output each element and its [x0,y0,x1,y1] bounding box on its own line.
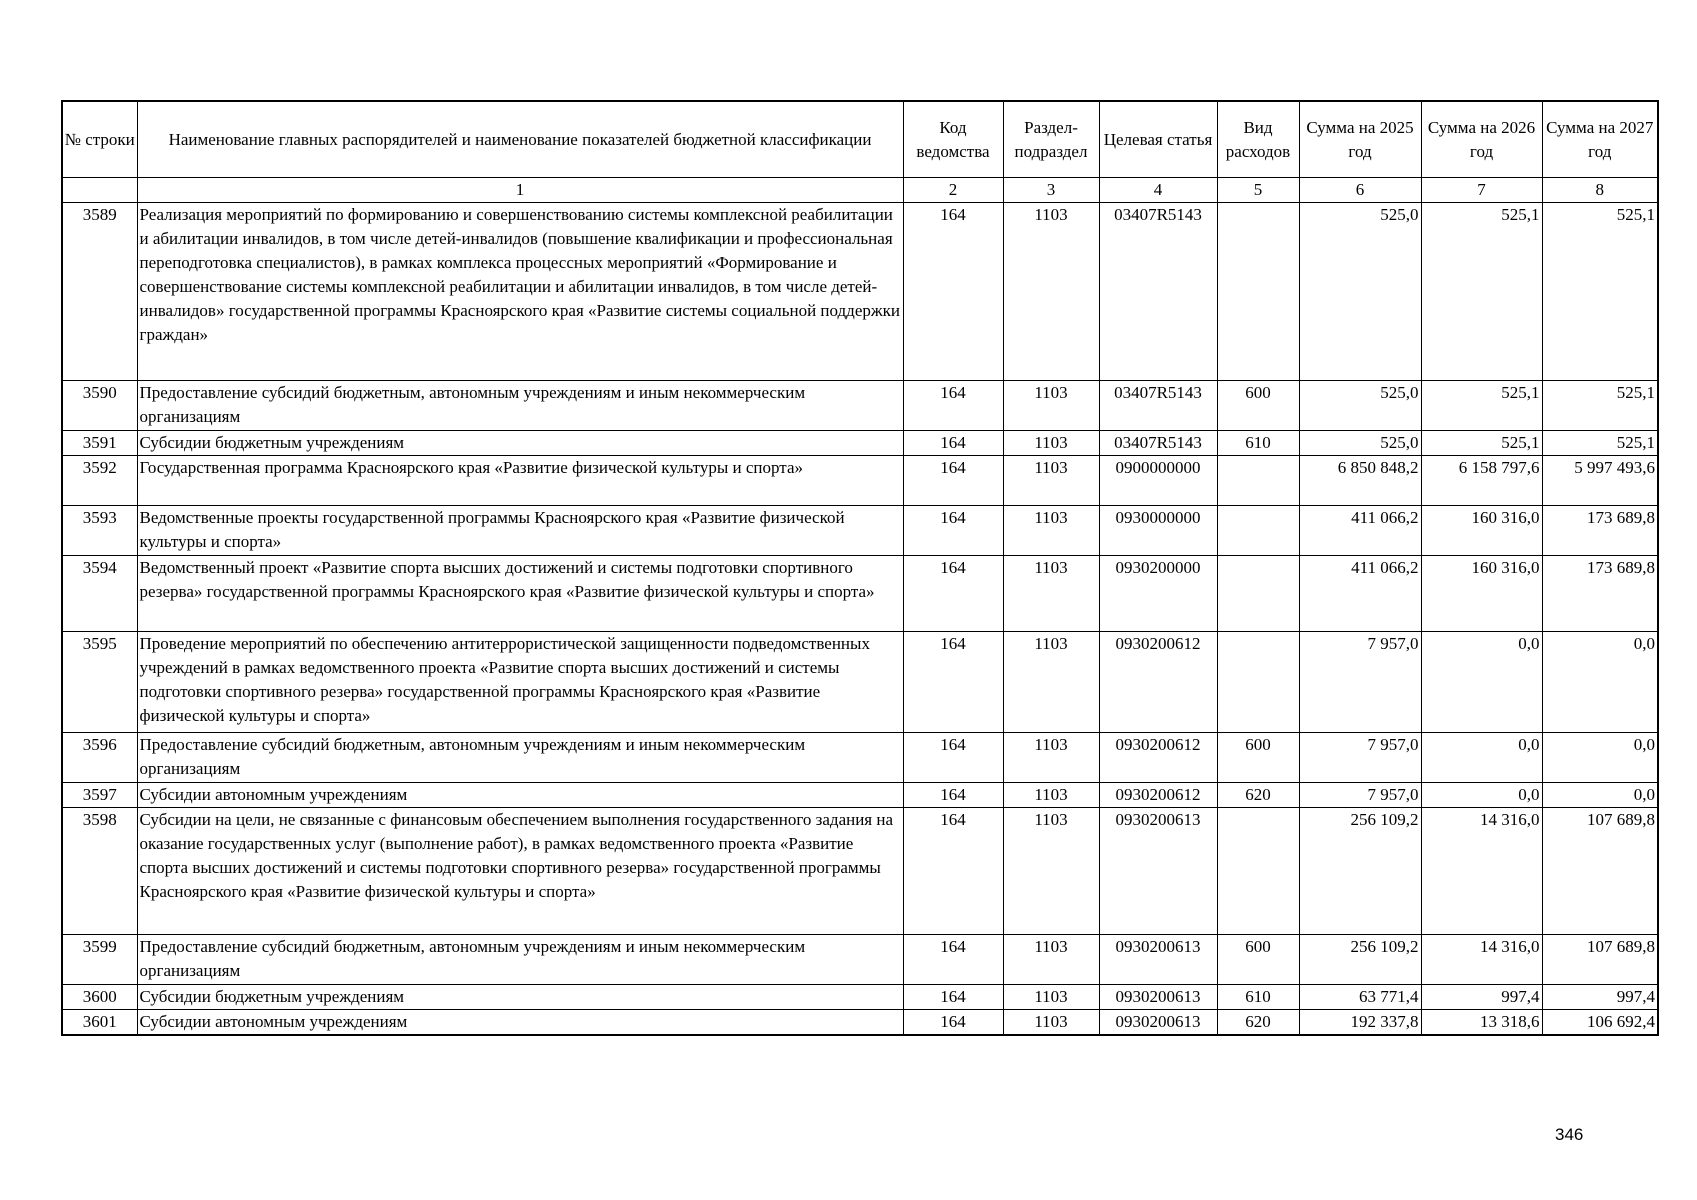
section-code: 1103 [1003,733,1099,783]
expense-type: 620 [1217,1010,1299,1036]
expense-type: 610 [1217,985,1299,1010]
sum-2027: 525,1 [1542,431,1658,456]
table-row [62,203,1658,381]
row-number: 3601 [62,1010,137,1036]
row-number: 3598 [62,808,137,935]
sum-2026: 13 318,6 [1421,1010,1542,1036]
department-code: 164 [903,985,1003,1010]
column-number: 5 [1217,178,1299,203]
row-number: 3597 [62,783,137,808]
column-number: 2 [903,178,1003,203]
expense-type [1217,456,1299,506]
target-article: 0930200613 [1099,808,1217,935]
column-number: 7 [1421,178,1542,203]
sum-2026: 525,1 [1421,203,1542,381]
row-name: Реализация мероприятий по формированию и совершенствованию системы комплексной реабилитации и абилитации инвалидов, в том числе детей-инвалидов (повышение квалификации и профессиональная переподготовка специалистов), в рамках комплекса процессных мероприятий «Формирование и совершенствование системы комплексной реабилитации и абилитации инвалидов, в том числе детей-инвалидов» государственной программы Красноярского края «Развитие системы социальной поддержки граждан» [137,203,903,381]
sum-2025: 192 337,8 [1299,1010,1421,1036]
header-sum-2025: Сумма на 2025 год [1299,101,1421,178]
department-code: 164 [903,203,1003,381]
expense-type: 610 [1217,431,1299,456]
section-code: 1103 [1003,632,1099,733]
sum-2025: 256 109,2 [1299,935,1421,985]
table-row [62,632,1658,733]
row-number: 3589 [62,203,137,381]
table-row [62,506,1658,556]
sum-2026: 525,1 [1421,381,1542,431]
expense-type: 620 [1217,783,1299,808]
section-code: 1103 [1003,203,1099,381]
page-number: 346 [1555,1125,1584,1144]
department-code: 164 [903,632,1003,733]
sum-2027: 997,4 [1542,985,1658,1010]
row-name: Государственная программа Красноярского края «Развитие физической культуры и спорта» [137,456,903,506]
sum-2027: 107 689,8 [1542,935,1658,985]
department-code: 164 [903,1010,1003,1036]
sum-2025: 6 850 848,2 [1299,456,1421,506]
section-code: 1103 [1003,506,1099,556]
table-row [62,556,1658,632]
target-article: 0930200613 [1099,935,1217,985]
row-name: Субсидии автономным учреждениям [137,783,903,808]
department-code: 164 [903,431,1003,456]
row-number: 3600 [62,985,137,1010]
row-number: 3593 [62,506,137,556]
expense-type: 600 [1217,935,1299,985]
sum-2025: 7 957,0 [1299,733,1421,783]
sum-2026: 14 316,0 [1421,808,1542,935]
sum-2025: 256 109,2 [1299,808,1421,935]
section-code: 1103 [1003,935,1099,985]
row-number: 3590 [62,381,137,431]
sum-2026: 160 316,0 [1421,556,1542,632]
sum-2027: 5 997 493,6 [1542,456,1658,506]
department-code: 164 [903,808,1003,935]
sum-2026: 160 316,0 [1421,506,1542,556]
expense-type [1217,808,1299,935]
section-code: 1103 [1003,783,1099,808]
expense-type [1217,203,1299,381]
column-numbers-row [62,178,1658,203]
sum-2027: 0,0 [1542,733,1658,783]
target-article: 0930200612 [1099,783,1217,808]
target-article: 0930200613 [1099,1010,1217,1036]
row-number: 3595 [62,632,137,733]
target-article: 0930200612 [1099,632,1217,733]
target-article: 0900000000 [1099,456,1217,506]
target-article: 03407R5143 [1099,431,1217,456]
section-code: 1103 [1003,1010,1099,1036]
header-sum-2027: Сумма на 2027 год [1542,101,1658,178]
expense-type [1217,632,1299,733]
header-row-number: № строки [62,101,137,178]
department-code: 164 [903,783,1003,808]
column-number: 1 [137,178,903,203]
target-article: 0930000000 [1099,506,1217,556]
target-article: 03407R5143 [1099,203,1217,381]
section-code: 1103 [1003,985,1099,1010]
table-row [62,783,1658,808]
column-number [62,178,137,203]
row-name: Предоставление субсидий бюджетным, автономным учреждениям и иным некоммерческим организациям [137,935,903,985]
department-code: 164 [903,381,1003,431]
row-number: 3591 [62,431,137,456]
row-name: Субсидии автономным учреждениям [137,1010,903,1036]
table-row [62,456,1658,506]
header-section: Раздел-подраздел [1003,101,1099,178]
sum-2026: 0,0 [1421,783,1542,808]
sum-2026: 0,0 [1421,733,1542,783]
department-code: 164 [903,935,1003,985]
table-row [62,733,1658,783]
expense-type: 600 [1217,381,1299,431]
table-row [62,985,1658,1010]
target-article: 03407R5143 [1099,381,1217,431]
row-name: Проведение мероприятий по обеспечению антитеррористической защищенности подведомственных учреждений в рамках ведомственного проекта «Развитие спорта высших достижений и системы подготовки спортивного резерва» государственной программы Красноярского края «Развитие физической культуры и спорта» [137,632,903,733]
sum-2027: 0,0 [1542,632,1658,733]
sum-2025: 525,0 [1299,381,1421,431]
department-code: 164 [903,556,1003,632]
sum-2026: 997,4 [1421,985,1542,1010]
header-expense-type: Вид расходов [1217,101,1299,178]
row-name: Субсидии на цели, не связанные с финансовым обеспечением выполнения государственного задания на оказание государственных услуг (выполнение работ), в рамках ведомственного проекта «Развитие спорта высших достижений и системы подготовки спортивного резерва» государственной программы Красноярского края «Развитие физической культуры и спорта» [137,808,903,935]
sum-2026: 525,1 [1421,431,1542,456]
row-name: Ведомственный проект «Развитие спорта высших достижений и системы подготовки спортивного резерва» государственной программы Красноярского края «Развитие физической культуры и спорта» [137,556,903,632]
sum-2025: 7 957,0 [1299,783,1421,808]
section-code: 1103 [1003,808,1099,935]
budget-table [61,100,1659,1036]
section-code: 1103 [1003,431,1099,456]
table-row [62,381,1658,431]
department-code: 164 [903,456,1003,506]
section-code: 1103 [1003,381,1099,431]
row-number: 3592 [62,456,137,506]
department-code: 164 [903,506,1003,556]
column-number: 4 [1099,178,1217,203]
target-article: 0930200613 [1099,985,1217,1010]
table-row [62,935,1658,985]
row-name: Субсидии бюджетным учреждениям [137,985,903,1010]
table-row [62,1010,1658,1036]
row-name: Субсидии бюджетным учреждениям [137,431,903,456]
sum-2025: 7 957,0 [1299,632,1421,733]
sum-2027: 106 692,4 [1542,1010,1658,1036]
header-sum-2026: Сумма на 2026 год [1421,101,1542,178]
sum-2025: 411 066,2 [1299,506,1421,556]
row-name: Ведомственные проекты государственной программы Красноярского края «Развитие физической культуры и спорта» [137,506,903,556]
department-code: 164 [903,733,1003,783]
section-code: 1103 [1003,556,1099,632]
table-row [62,808,1658,935]
sum-2027: 173 689,8 [1542,506,1658,556]
sum-2027: 0,0 [1542,783,1658,808]
sum-2025: 525,0 [1299,203,1421,381]
sum-2026: 6 158 797,6 [1421,456,1542,506]
target-article: 0930200000 [1099,556,1217,632]
sum-2027: 107 689,8 [1542,808,1658,935]
sum-2026: 14 316,0 [1421,935,1542,985]
header-department-code: Код ведомства [903,101,1003,178]
expense-type [1217,556,1299,632]
sum-2025: 411 066,2 [1299,556,1421,632]
sum-2026: 0,0 [1421,632,1542,733]
row-number: 3596 [62,733,137,783]
header-target-article: Целевая статья [1099,101,1217,178]
section-code: 1103 [1003,456,1099,506]
sum-2027: 173 689,8 [1542,556,1658,632]
expense-type: 600 [1217,733,1299,783]
expense-type [1217,506,1299,556]
column-number: 8 [1542,178,1658,203]
sum-2025: 525,0 [1299,431,1421,456]
row-name: Предоставление субсидий бюджетным, автономным учреждениям и иным некоммерческим организациям [137,381,903,431]
sum-2027: 525,1 [1542,203,1658,381]
target-article: 0930200612 [1099,733,1217,783]
header-name: Наименование главных распорядителей и наименование показателей бюджетной классификации [137,101,903,178]
column-number: 6 [1299,178,1421,203]
table-row [62,431,1658,456]
sum-2025: 63 771,4 [1299,985,1421,1010]
column-number: 3 [1003,178,1099,203]
header-row [62,101,1658,178]
sum-2027: 525,1 [1542,381,1658,431]
row-number: 3594 [62,556,137,632]
row-name: Предоставление субсидий бюджетным, автономным учреждениям и иным некоммерческим организациям [137,733,903,783]
row-number: 3599 [62,935,137,985]
